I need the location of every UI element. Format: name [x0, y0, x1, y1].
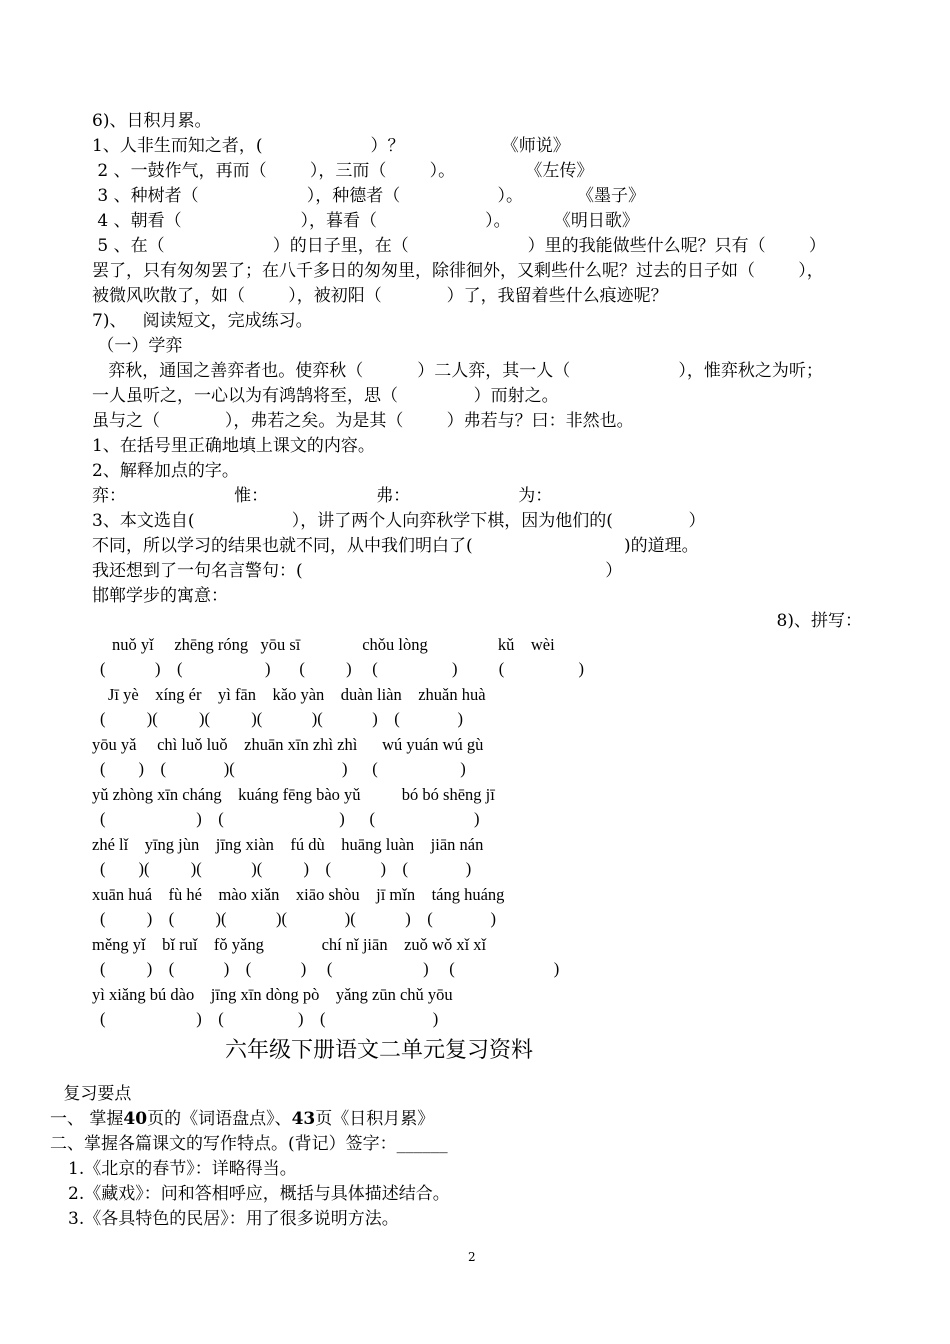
text-line: 弈秋，通国之善弈者也。使弈秋（ ）二人弈，其一人（ ），惟弈秋之为听； — [92, 361, 823, 381]
text-line: 1、在括号里正确地填上课文的内容。 — [92, 436, 375, 456]
page-number-bold: 40 — [123, 1109, 148, 1129]
pinyin-row: Jī yè xíng ér yì fān kǎo yàn duàn liàn zhuǎn huà — [108, 685, 486, 704]
pinyin-row: yì xiǎng bú dào jīng xīn dòng pò yǎng zūn chǔ yōu — [92, 985, 453, 1004]
answer-brackets: ( )( )( )( )( ) ( ) — [100, 709, 463, 728]
list-item: 1.《北京的春节》：详略得当。 — [68, 1159, 297, 1179]
text-line: 3、本文选自( ），讲了两个人向弈秋学下棋，因为他们的( ） — [92, 511, 706, 531]
key-points-heading: 复习要点 — [58, 1084, 132, 1104]
text-line: 弈： 惟： 弗： 为： — [92, 486, 553, 506]
answer-brackets: ( ) ( )( ) ( ) — [100, 759, 466, 778]
text: 一、 掌握 — [50, 1109, 124, 1129]
pinyin-row: nuǒ yǐ zhēng róng yōu sī chǒu lòng kǔ wèi — [112, 635, 555, 654]
page-number-bold: 43 — [291, 1109, 316, 1129]
answer-brackets: ( ) ( ) ( ) ( ) ( ) — [100, 659, 584, 678]
pinyin-row: yǔ zhòng xīn cháng kuáng fēng bào yǔ bó bó shēng jī — [92, 785, 495, 804]
key-point-2: 二、掌握各篇课文的写作特点。(背记）签字：______ — [50, 1134, 448, 1154]
text-line: 虽与之（ ），弗若之矣。为是其（ ）弗若与？曰：非然也。 — [92, 411, 634, 431]
document-title: 六年级下册语文二单元复习资料 — [225, 1038, 534, 1063]
pinyin-row: yōu yǎ chì luǒ luǒ zhuān xīn zhì zhì wú yuán wú gù — [92, 735, 484, 754]
key-point-1 — [50, 1108, 434, 1130]
text-line: 4 、朝看（ ），暮看（ ）。 《明日歌》 — [92, 211, 639, 231]
answer-brackets: ( ) ( ) ( ) ( ) ( ) — [100, 959, 560, 978]
list-item: 2.《藏戏》：问和答相呼应，概括与具体描述结合。 — [68, 1184, 450, 1204]
text-line: 1、人非生而知之者，( ）？ 《师说》 — [92, 136, 570, 156]
text-line: 一人虽听之，一心以为有鸿鹄将至，思（ ）而射之。 — [92, 386, 559, 406]
text-line: 5 、在（ ）的日子里，在（ ）里的我能做些什么呢？只有（ ） — [92, 236, 826, 256]
page-number: 2 — [468, 1250, 476, 1264]
subsection-title: （一）学弈 — [92, 336, 183, 356]
answer-brackets: ( ) ( ) ( ) — [100, 809, 480, 828]
text-line: 我还想到了一句名言警句：( ） — [92, 561, 623, 581]
text: 页《日积月累》 — [315, 1109, 435, 1129]
text-line: 被微风吹散了，如（ ），被初阳（ ）了，我留着些什么痕迹呢？ — [92, 286, 668, 306]
text-line: 邯郸学步的寓意： — [92, 586, 228, 606]
text-line: 2、解释加点的字。 — [92, 461, 239, 481]
answer-brackets: ( ) ( )( )( )( ) ( ) — [100, 909, 496, 928]
section-7-title: 7)、 阅读短文，完成练习。 — [92, 311, 313, 331]
text-line: 不同，所以学习的结果也就不同，从中我们明白了( )的道理。 — [92, 536, 699, 556]
text: 页的《词语盘点》、 — [147, 1109, 292, 1129]
answer-brackets: ( )( )( )( ) ( ) ( ) — [100, 859, 472, 878]
text-line: 罢了，只有匆匆罢了；在八千多日的匆匆里，除徘徊外，又剩些什么呢？过去的日子如（ ）， — [92, 261, 824, 281]
answer-brackets: ( ) ( ) ( ) — [100, 1009, 439, 1028]
pinyin-row: xuān huá fù hé mào xiǎn xiāo shòu jī mǐn táng huáng — [92, 885, 505, 904]
text-line: 2 、一鼓作气，再而（ ），三而（ ）。 《左传》 — [92, 161, 594, 181]
section-6-title: 6)、日积月累。 — [92, 111, 212, 131]
pinyin-row: měng yǐ bǐ ruǐ fǒ yǎng chí nǐ jiān zuǒ wǒ xǐ xǐ — [92, 935, 487, 954]
list-item: 3.《各具特色的民居》：用了很多说明方法。 — [68, 1209, 399, 1229]
section-8-title: 8)、拼写： — [776, 611, 862, 631]
text-line: 3 、种树者（ ），种德者（ ）。 《墨子》 — [92, 186, 646, 206]
pinyin-row: zhé lǐ yīng jùn jīng xiàn fú dù huāng luàn jiān nán — [92, 835, 484, 854]
